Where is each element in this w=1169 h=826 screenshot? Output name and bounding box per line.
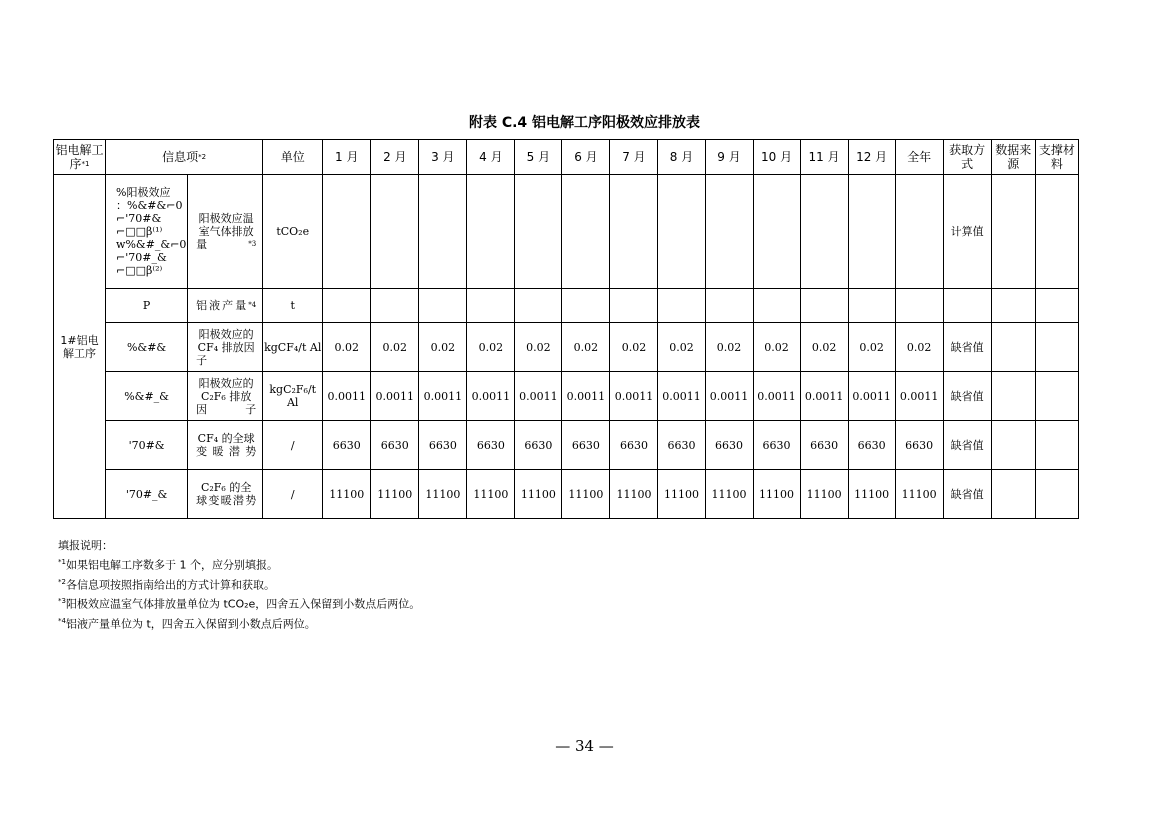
value-cell[interactable]: 0.02 [800, 323, 848, 372]
process-name: 1#铝电解工序 [54, 175, 106, 519]
support-cell[interactable] [1035, 289, 1078, 323]
value-cell[interactable]: 0.02 [658, 323, 705, 372]
value-cell[interactable] [895, 289, 943, 323]
value-cell[interactable]: 6630 [895, 421, 943, 470]
unit-cell: / [263, 470, 323, 519]
value-cell[interactable] [467, 175, 515, 289]
value-cell[interactable] [848, 289, 895, 323]
desc-cell: 阳极效应的 C₂F₆ 排放因子 [188, 372, 263, 421]
value-cell[interactable]: 0.0011 [610, 372, 658, 421]
table-row [54, 175, 1079, 289]
value-cell[interactable]: 6630 [800, 421, 848, 470]
value-cell[interactable]: 0.0011 [705, 372, 753, 421]
table-row [54, 289, 1079, 323]
note-item: $^{*3}$阳极效应温室气体排放量单位为 tCO₂e，四舍五入保留到小数点后两位。 [58, 597, 421, 611]
value-cell[interactable]: 0.0011 [515, 372, 562, 421]
value-cell[interactable] [562, 289, 610, 323]
value-cell[interactable]: 6630 [848, 421, 895, 470]
value-cell[interactable]: 11100 [515, 470, 562, 519]
method-cell: 缺省值 [943, 323, 991, 372]
header-info: 信息项$^{*2}$ [106, 140, 263, 175]
method-cell: 计算值 [943, 175, 991, 289]
value-cell[interactable]: 11100 [895, 470, 943, 519]
value-cell[interactable] [610, 175, 658, 289]
source-cell[interactable] [991, 470, 1035, 519]
symbol-cell: %阳极效应 ：%&#&⌐0 ⌐'70#& ⌐□□β⁽¹⁾ w%&#_&⌐0 ⌐'70#_& ⌐□□β⁽²⁾ [106, 175, 188, 289]
value-cell[interactable]: 0.02 [610, 323, 658, 372]
value-cell[interactable]: 0.02 [323, 323, 371, 372]
value-cell[interactable] [419, 289, 467, 323]
source-cell[interactable] [991, 175, 1035, 289]
support-cell[interactable] [1035, 372, 1078, 421]
value-cell[interactable]: 0.02 [753, 323, 800, 372]
symbol-cell: '70#& [106, 421, 188, 470]
value-cell[interactable]: 6630 [323, 421, 371, 470]
symbol-cell: %&#& [106, 323, 188, 372]
value-cell[interactable]: 0.0011 [800, 372, 848, 421]
source-cell[interactable] [991, 421, 1035, 470]
unit-cell: / [263, 421, 323, 470]
value-cell[interactable]: 6630 [562, 421, 610, 470]
header-month: 12 月 [848, 140, 895, 175]
source-cell[interactable] [991, 289, 1035, 323]
value-cell[interactable]: 0.0011 [848, 372, 895, 421]
page-number: — 34 — [555, 737, 614, 755]
value-cell[interactable]: 6630 [371, 421, 419, 470]
value-cell[interactable]: 11100 [419, 470, 467, 519]
value-cell[interactable] [515, 289, 562, 323]
value-cell[interactable]: 6630 [515, 421, 562, 470]
symbol-cell: %&#_& [106, 372, 188, 421]
header-support: 支撑材料 [1035, 140, 1078, 175]
header-month: 8 月 [658, 140, 705, 175]
desc-cell: 阳极效应的 CF₄ 排放因子 [188, 323, 263, 372]
value-cell[interactable]: 0.0011 [753, 372, 800, 421]
desc-cell: CF₄ 的全球变暖潜势 [188, 421, 263, 470]
value-cell[interactable] [562, 175, 610, 289]
unit-cell: kgC₂F₆/t Al [263, 372, 323, 421]
fill-notes [58, 537, 420, 633]
value-cell[interactable]: 11100 [467, 470, 515, 519]
value-cell[interactable] [610, 289, 658, 323]
source-cell[interactable] [991, 372, 1035, 421]
method-cell [943, 289, 991, 323]
note-item: $^{*2}$各信息项按照指南给出的方式计算和获取。 [58, 577, 275, 592]
header-month: 6 月 [562, 140, 610, 175]
value-cell[interactable]: 11100 [658, 470, 705, 519]
header-month: 11 月 [800, 140, 848, 175]
value-cell[interactable] [705, 289, 753, 323]
header-method: 获取方式 [943, 140, 991, 175]
support-cell[interactable] [1035, 421, 1078, 470]
value-cell[interactable]: 0.02 [371, 323, 419, 372]
value-cell[interactable]: 0.02 [848, 323, 895, 372]
unit-cell: t [263, 289, 323, 323]
value-cell[interactable]: 0.02 [515, 323, 562, 372]
value-cell[interactable]: 11100 [848, 470, 895, 519]
emission-table [53, 139, 1079, 519]
value-cell[interactable] [658, 289, 705, 323]
value-cell[interactable]: 11100 [371, 470, 419, 519]
value-cell[interactable]: 6630 [610, 421, 658, 470]
value-cell[interactable] [753, 289, 800, 323]
value-cell[interactable]: 6630 [705, 421, 753, 470]
value-cell[interactable] [467, 289, 515, 323]
value-cell[interactable]: 11100 [800, 470, 848, 519]
value-cell[interactable]: 11100 [323, 470, 371, 519]
value-cell[interactable]: 0.0011 [323, 372, 371, 421]
value-cell[interactable] [419, 175, 467, 289]
header-unit: 单位 [263, 140, 323, 175]
value-cell[interactable] [895, 175, 943, 289]
value-cell[interactable]: 0.0011 [371, 372, 419, 421]
table-row [54, 470, 1079, 519]
note-item: $^{*4}$铝液产量单位为 t，四舍五入保留到小数点后两位。 [58, 616, 316, 631]
note-item: $^{*1}$如果铝电解工序数多于 1 个，应分别填报。 [58, 558, 278, 572]
value-cell[interactable] [323, 175, 371, 289]
value-cell[interactable] [323, 289, 371, 323]
header-month: 2 月 [371, 140, 419, 175]
value-cell[interactable] [658, 175, 705, 289]
desc-cell: 铝液产量$^{*4}$ [188, 289, 263, 323]
header-month: 5 月 [515, 140, 562, 175]
value-cell[interactable]: 0.0011 [419, 372, 467, 421]
value-cell[interactable] [800, 175, 848, 289]
unit-cell: tCO₂e [263, 175, 323, 289]
value-cell[interactable]: 0.0011 [895, 372, 943, 421]
header-month: 10 月 [753, 140, 800, 175]
value-cell[interactable]: 0.02 [705, 323, 753, 372]
header-month: 1 月 [323, 140, 371, 175]
desc-cell: C₂F₆ 的全球变暖潜势 [188, 470, 263, 519]
value-cell[interactable]: 0.02 [467, 323, 515, 372]
value-cell[interactable]: 11100 [610, 470, 658, 519]
source-cell[interactable] [991, 323, 1035, 372]
value-cell[interactable] [515, 175, 562, 289]
desc-cell: 阳极效应温室气体排放量$^{*3}$ [188, 175, 263, 289]
value-cell[interactable]: 6630 [419, 421, 467, 470]
header-month: 3 月 [419, 140, 467, 175]
table-row [54, 421, 1079, 470]
value-cell[interactable]: 0.0011 [658, 372, 705, 421]
symbol-cell: P [106, 289, 188, 323]
unit-cell: kgCF₄/t Al [263, 323, 323, 372]
value-cell[interactable]: 0.0011 [562, 372, 610, 421]
value-cell[interactable]: 0.02 [419, 323, 467, 372]
value-cell[interactable]: 6630 [467, 421, 515, 470]
value-cell[interactable]: 6630 [753, 421, 800, 470]
header-year: 全年 [895, 140, 943, 175]
notes-heading: 填报说明： [58, 539, 113, 552]
header-source: 数据来源 [991, 140, 1035, 175]
method-cell: 缺省值 [943, 372, 991, 421]
header-row [54, 140, 1079, 175]
value-cell[interactable] [800, 289, 848, 323]
table-row [54, 323, 1079, 372]
value-cell[interactable]: 11100 [753, 470, 800, 519]
support-cell[interactable] [1035, 323, 1078, 372]
table-title: 附表 C.4 铝电解工序阳极效应排放表 [468, 115, 701, 131]
support-cell[interactable] [1035, 470, 1078, 519]
value-cell[interactable]: 0.02 [562, 323, 610, 372]
value-cell[interactable]: 11100 [705, 470, 753, 519]
value-cell[interactable] [371, 289, 419, 323]
method-cell: 缺省值 [943, 470, 991, 519]
header-process: 铝电解工序$^{*1}$ [54, 140, 106, 175]
header-month: 9 月 [705, 140, 753, 175]
value-cell[interactable]: 6630 [658, 421, 705, 470]
method-cell: 缺省值 [943, 421, 991, 470]
value-cell[interactable] [371, 175, 419, 289]
value-cell[interactable] [753, 175, 800, 289]
header-month: 7 月 [610, 140, 658, 175]
symbol-cell: '70#_& [106, 470, 188, 519]
value-cell[interactable] [848, 175, 895, 289]
table-row [54, 372, 1079, 421]
value-cell[interactable]: 11100 [562, 470, 610, 519]
support-cell[interactable] [1035, 175, 1078, 289]
value-cell[interactable]: 0.02 [895, 323, 943, 372]
header-month: 4 月 [467, 140, 515, 175]
value-cell[interactable]: 0.0011 [467, 372, 515, 421]
value-cell[interactable] [705, 175, 753, 289]
